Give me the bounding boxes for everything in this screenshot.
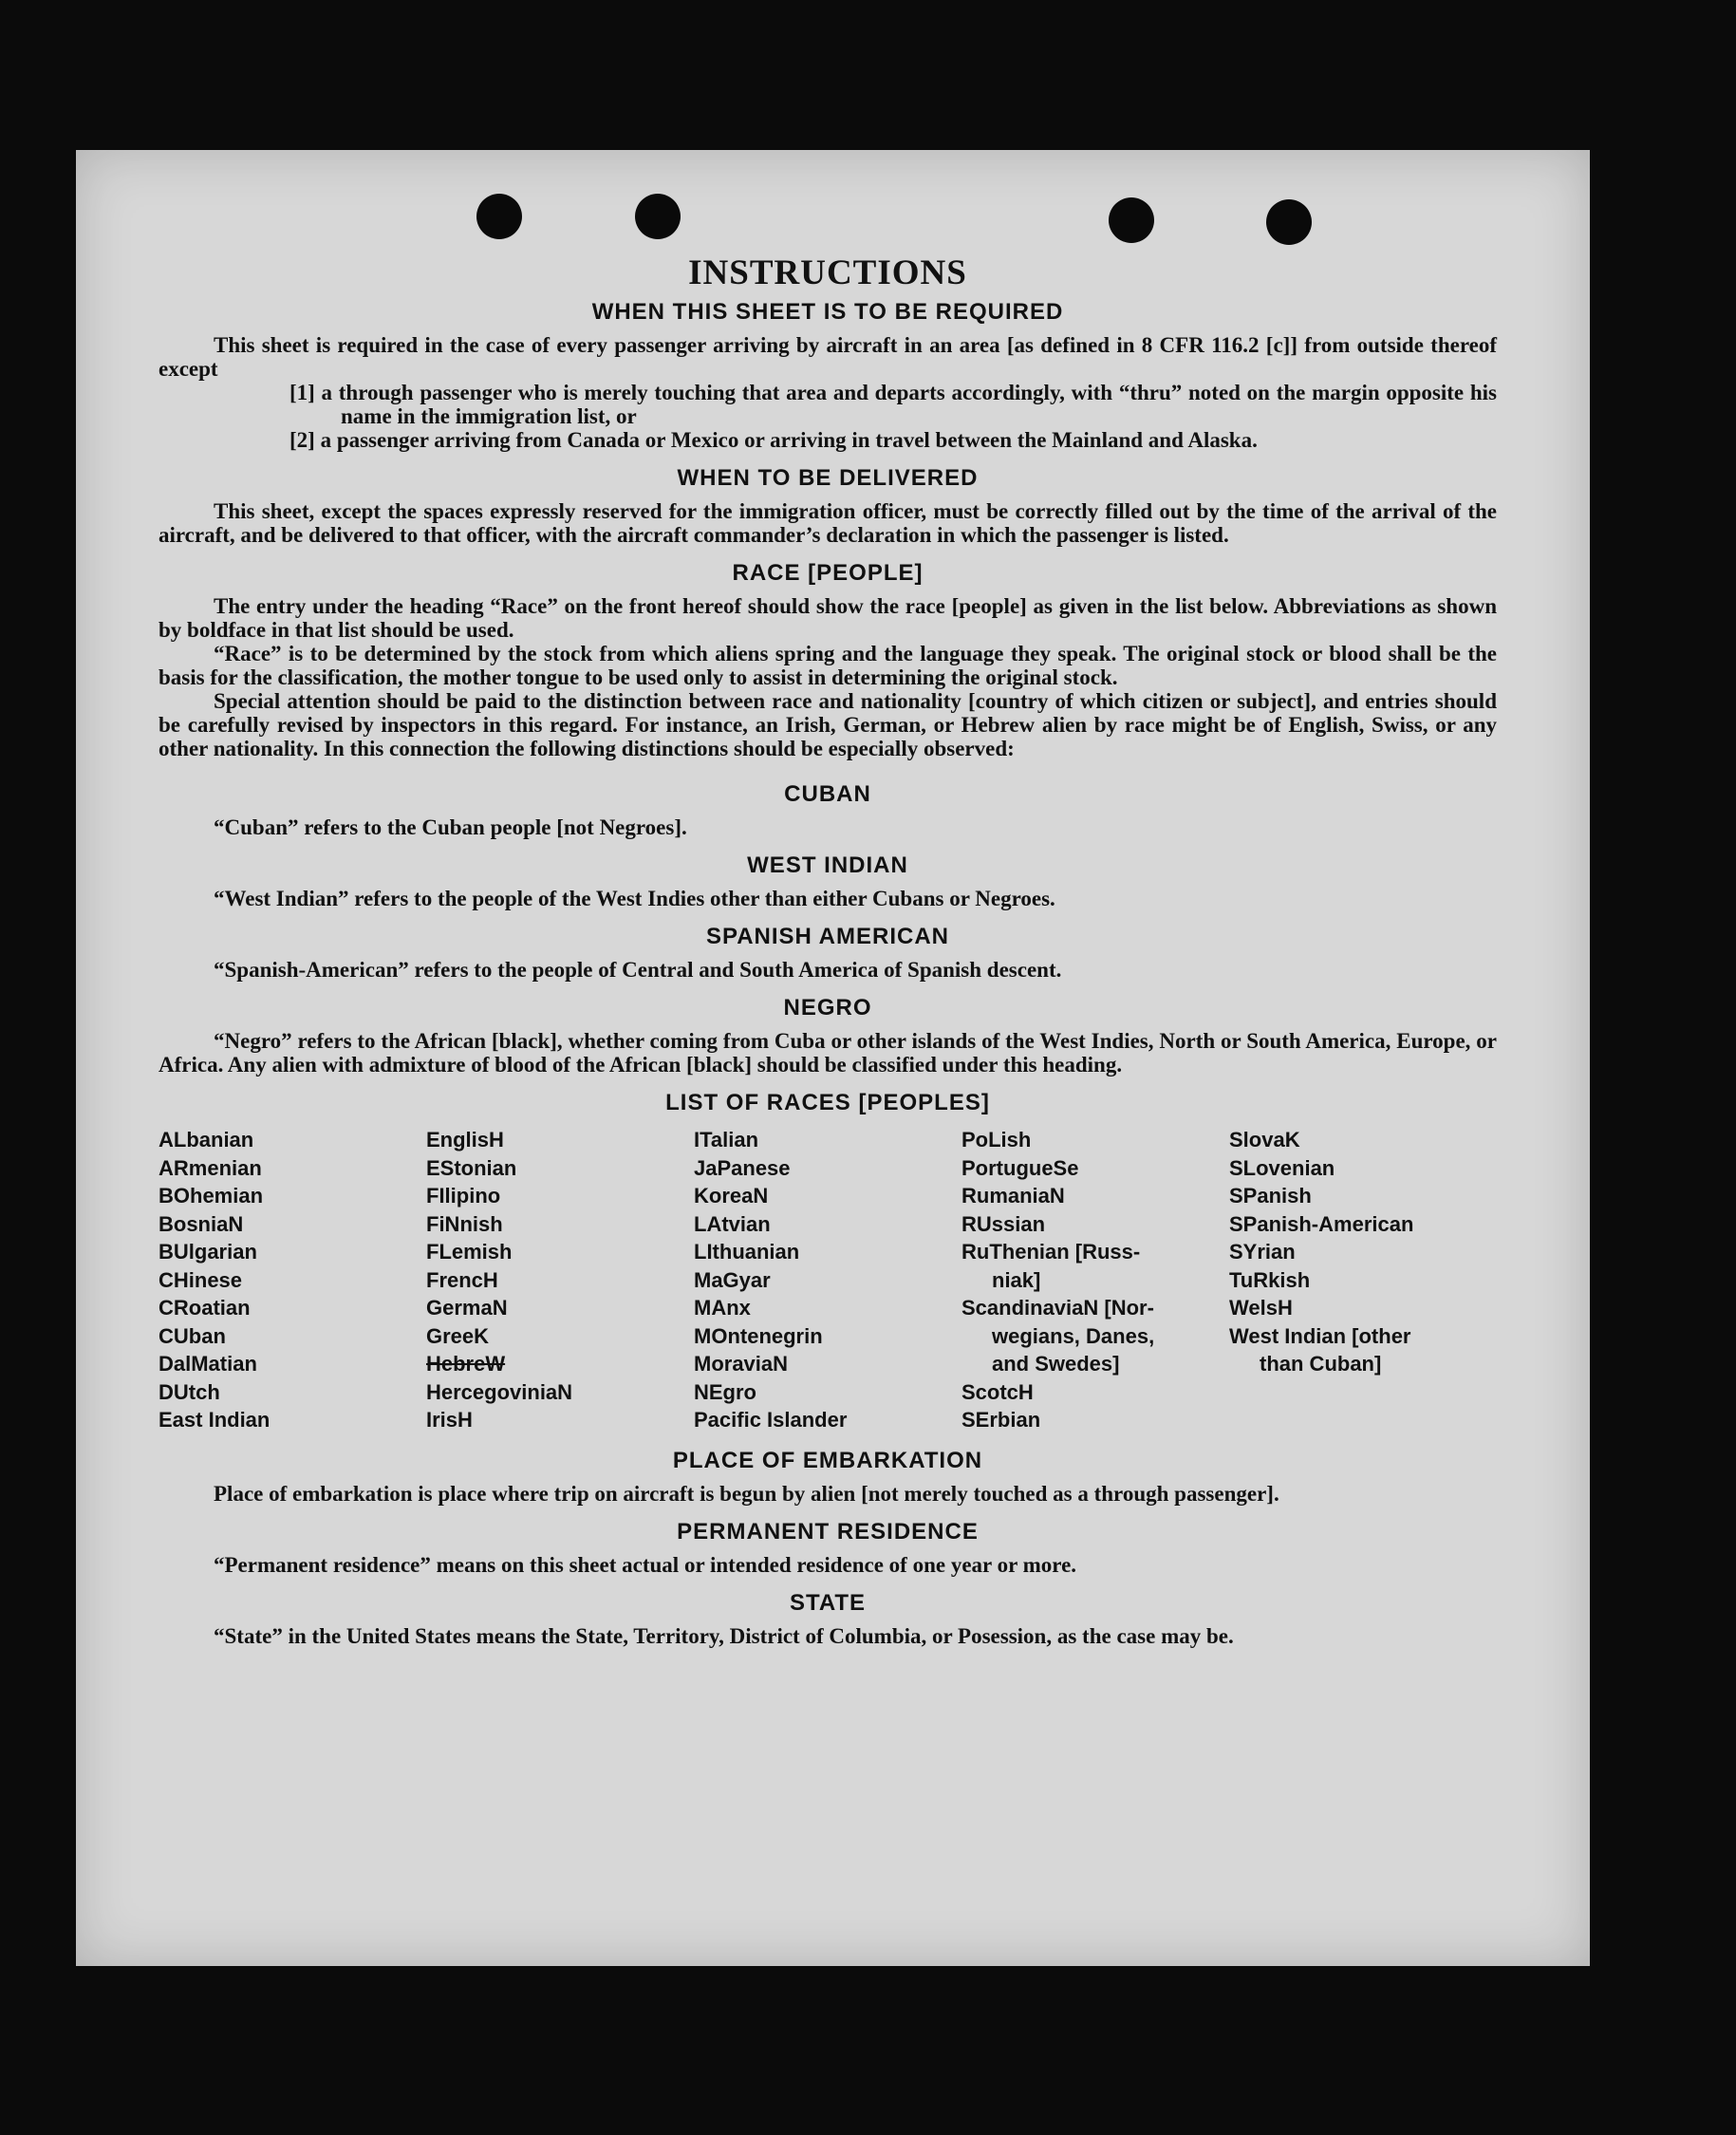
race-entry: PoLish — [961, 1128, 1032, 1152]
race-entry: TuRkish — [1229, 1267, 1311, 1292]
race-entry: MAnx — [694, 1296, 751, 1320]
race-entry: RUssian — [961, 1211, 1046, 1236]
exception-item-2: [2] a passenger arriving from Canada or Mexico or arriving in travel between the Mainland and Alaska. — [289, 428, 1258, 452]
race-entry: ARmenian — [159, 1155, 262, 1180]
race-entry: CRoatian — [159, 1296, 251, 1320]
race-entry: HercegoviniaN — [426, 1379, 573, 1404]
paragraph-race-2: “Race” is to be determined by the stock from which aliens spring and the language they speak. The original stock or blood shall be the basis for the classification, the mother tongue to be used only to assist in determining the original stock. — [159, 642, 1497, 689]
race-entry: EStonian — [426, 1155, 517, 1180]
races-list — [159, 1126, 1497, 1434]
race-entry: MoraviaN — [694, 1352, 789, 1376]
race-entry: SLovenian — [1229, 1155, 1335, 1180]
race-entry: BUlgarian — [159, 1240, 257, 1264]
race-entry: SErbian — [961, 1408, 1041, 1432]
race-entry: SYrian — [1229, 1240, 1296, 1264]
instructions-content — [159, 253, 1497, 1648]
punch-hole — [635, 194, 681, 239]
paragraph-negro: “Negro” refers to the African [black], whether coming from Cuba or other islands of the West Indies, North or South America, Europe, or Africa. Any alien with admixture of blood of the African [black] should be classified under this heading. — [159, 1029, 1497, 1077]
race-entry: PortugueSe — [961, 1155, 1079, 1180]
race-entry: BosniaN — [159, 1211, 244, 1236]
race-entry: LIthuanian — [694, 1240, 800, 1264]
races-column-5 — [1229, 1126, 1497, 1434]
race-entry: EnglisH — [426, 1128, 504, 1152]
race-entry: East Indian — [159, 1408, 271, 1432]
paragraph-embarkation: Place of embarkation is place where trip on aircraft is begun by alien [not merely touched as a through passenger]. — [214, 1481, 1279, 1506]
heading-permanent-residence: PERMANENT RESIDENCE — [677, 1518, 979, 1545]
paragraph-spanish-american: “Spanish-American” refers to the people of Central and South America of Spanish descent. — [214, 958, 1062, 982]
paragraph-race-1: The entry under the heading “Race” on the front hereof should show the race [people] as given in the list below. Abbreviations as shown by boldface in that list should be used. — [159, 594, 1497, 642]
paragraph-permanent-residence: “Permanent residence” means on this sheet actual or intended residence of one year or more. — [214, 1552, 1077, 1577]
race-entry: ALbanian — [159, 1128, 254, 1152]
paragraph-delivered: This sheet, except the spaces expressly reserved for the immigration officer, must be correctly filled out by the time of the arrival of the aircraft, and be delivered to that officer, with the aircraft commander’s declaration in which the passenger is listed. — [159, 499, 1497, 547]
paragraph-race-3: Special attention should be paid to the distinction between race and nationality [country of which citizen or subject], and entries should be carefully revised by inspectors in this regard. For instance, an Irish, German, or Hebrew alien by race might be of English, Swiss, or any other nationality. In this connection the following distinctions should be especially observed: — [159, 689, 1497, 760]
race-entry-continued: niak] — [992, 1267, 1041, 1292]
race-entry: West Indian [other — [1229, 1323, 1411, 1348]
race-entry: ScandinaviaN [Nor- — [961, 1296, 1154, 1320]
race-entry: MaGyar — [694, 1267, 771, 1292]
races-column-1 — [159, 1126, 426, 1434]
race-entry: FiNnish — [426, 1211, 503, 1236]
heading-required: WHEN THIS SHEET IS TO BE REQUIRED — [591, 299, 1064, 325]
race-entry: RumaniaN — [961, 1184, 1065, 1208]
race-entry: FLemish — [426, 1240, 513, 1264]
heading-state: STATE — [789, 1589, 867, 1616]
race-entry-struck: HebreW — [426, 1352, 506, 1376]
race-entry: FrencH — [426, 1267, 498, 1292]
race-entry: ITalian — [694, 1128, 759, 1152]
race-entry: IrisH — [426, 1408, 473, 1432]
punch-hole — [1266, 199, 1312, 245]
paragraph-required: This sheet is required in the case of every passenger arriving by aircraft in an area [as defined in 8 CFR 116.2 [c]] from outside thereof except — [159, 333, 1497, 381]
race-entry: SPanish — [1229, 1184, 1312, 1208]
race-entry: GreeK — [426, 1323, 490, 1348]
race-entry: GermaN — [426, 1296, 508, 1320]
heading-cuban: CUBAN — [784, 781, 871, 807]
race-entry: MOntenegrin — [694, 1323, 823, 1348]
paragraph-west-indian: “West Indian” refers to the people of the West Indies other than either Cubans or Negroes. — [214, 887, 1055, 910]
race-entry: DUtch — [159, 1379, 220, 1404]
race-entry: LAtvian — [694, 1211, 771, 1236]
race-entry: RuThenian [Russ- — [961, 1240, 1141, 1264]
races-column-2 — [426, 1126, 694, 1434]
race-entry: BOhemian — [159, 1184, 264, 1208]
paragraph-state: “State” in the United States means the State, Territory, District of Columbia, or Posession, as the case may be. — [214, 1623, 1234, 1648]
race-entry-continued: wegians, Danes, — [992, 1323, 1155, 1348]
document-sheet — [76, 150, 1590, 1966]
heading-race: RACE [PEOPLE] — [732, 560, 924, 586]
heading-list-of-races: LIST OF RACES [PEOPLES] — [665, 1090, 990, 1115]
races-column-3 — [694, 1126, 961, 1434]
race-entry: Pacific Islander — [694, 1408, 848, 1432]
race-entry-continued: and Swedes] — [992, 1352, 1120, 1376]
paragraph-cuban: “Cuban” refers to the Cuban people [not Negroes]. — [214, 815, 687, 839]
race-entry: DalMatian — [159, 1352, 257, 1376]
heading-delivered: WHEN TO BE DELIVERED — [677, 465, 979, 491]
race-entry: KoreaN — [694, 1184, 769, 1208]
race-entry: JaPanese — [694, 1155, 791, 1180]
heading-spanish-american: SPANISH AMERICAN — [705, 924, 949, 949]
race-entry: ScotcH — [961, 1379, 1034, 1404]
race-entry: SPanish-American — [1229, 1211, 1414, 1236]
heading-embarkation: PLACE OF EMBARKATION — [672, 1447, 983, 1473]
punch-hole — [476, 194, 522, 239]
race-entry: CHinese — [159, 1267, 243, 1292]
races-column-4 — [961, 1126, 1229, 1434]
race-entry-continued: than Cuban] — [1260, 1352, 1382, 1376]
page-title: INSTRUCTIONS — [688, 253, 967, 292]
heading-negro: NEGRO — [783, 995, 872, 1021]
exception-item-1: [1] a through passenger who is merely touching that area and departs accordingly, with “thru” noted on the margin opposite his name in the immigration list, or — [289, 381, 1497, 428]
race-entry: NEgro — [694, 1379, 756, 1404]
heading-west-indian: WEST INDIAN — [747, 852, 908, 878]
race-entry: FIlipino — [426, 1184, 501, 1208]
race-entry: SlovaK — [1229, 1128, 1300, 1152]
race-entry: CUban — [159, 1323, 226, 1348]
punch-hole — [1109, 197, 1154, 243]
race-entry: WelsH — [1229, 1296, 1293, 1320]
